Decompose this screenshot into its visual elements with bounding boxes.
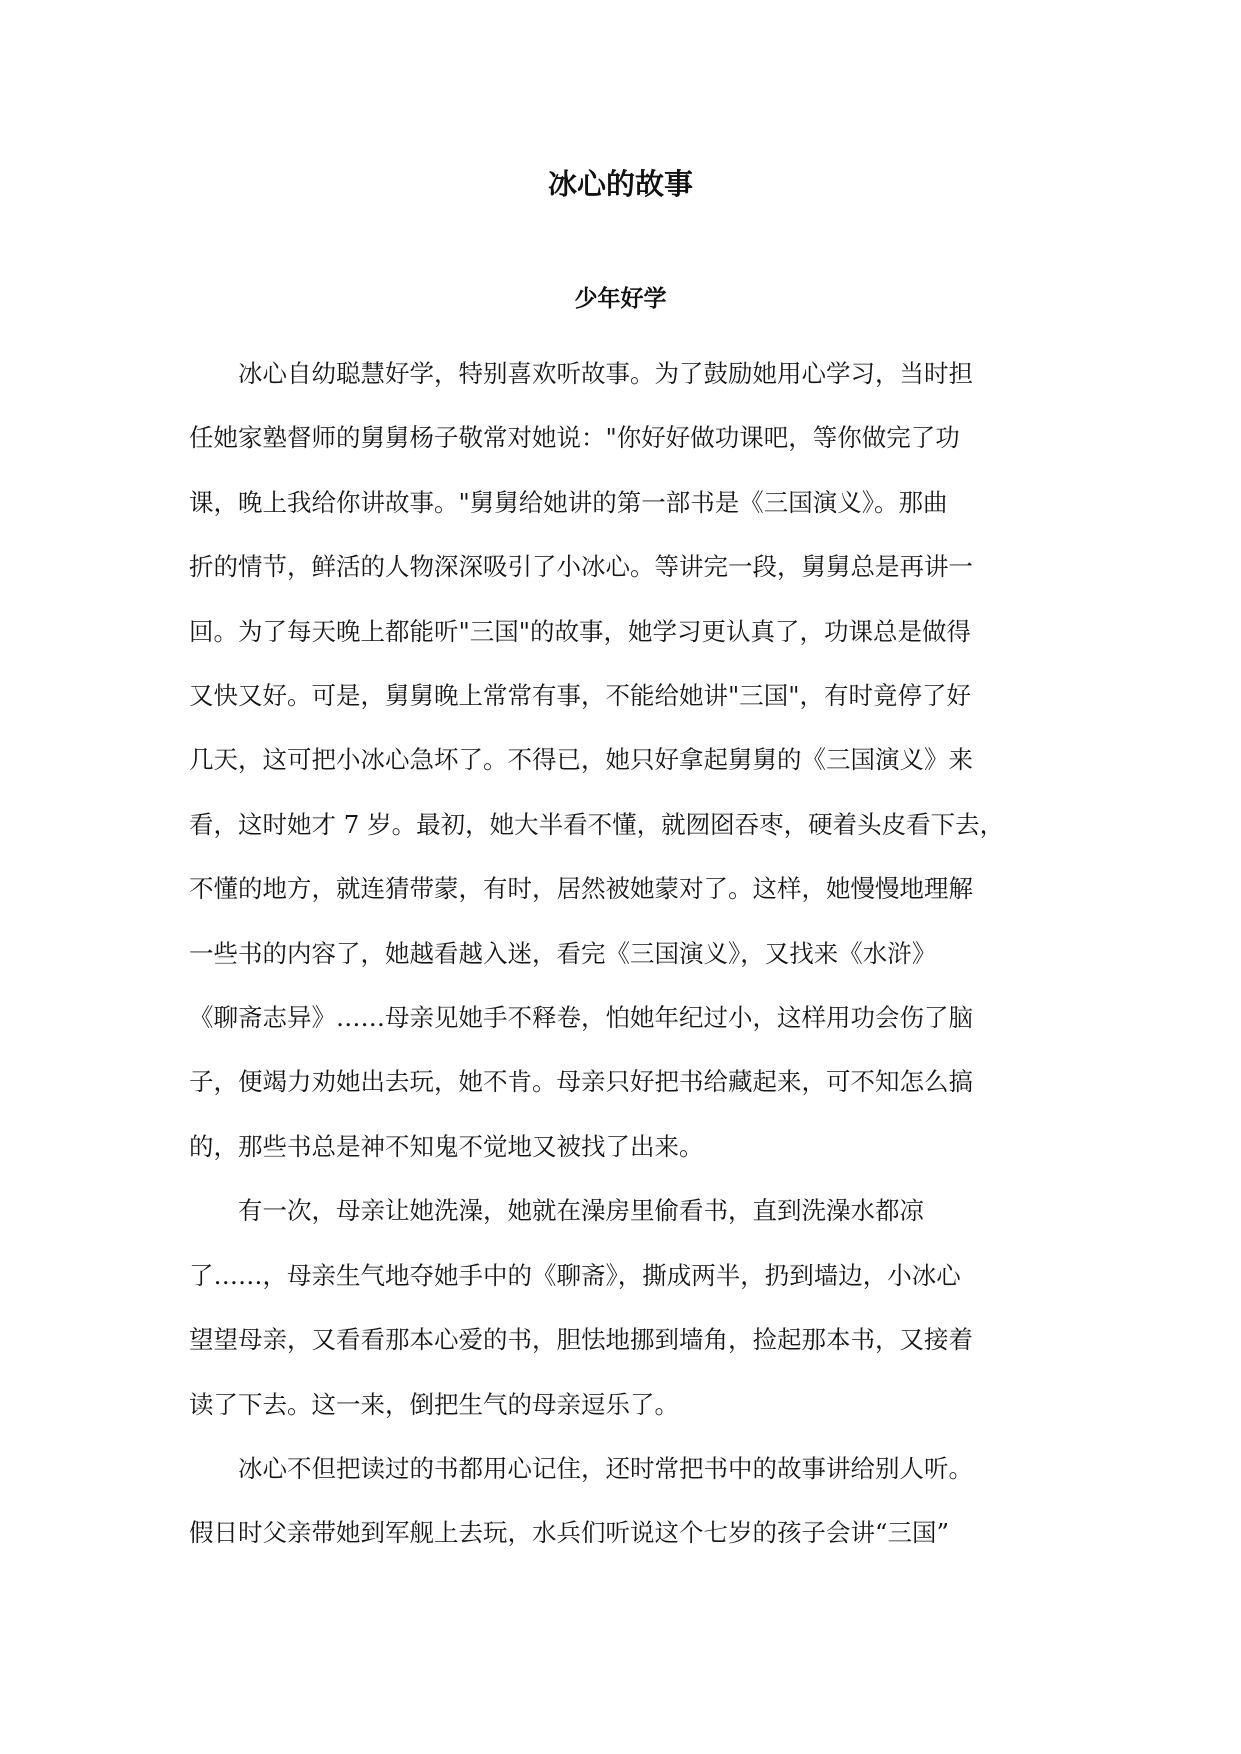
paragraph-3 xyxy=(189,1437,1052,1566)
document-body xyxy=(189,342,1052,1566)
text-line: 几天，这可把小冰心急坏了。不得已，她只好拿起舅舅的《三国演义》来 xyxy=(189,745,973,775)
document-title: 冰心的故事 xyxy=(547,167,693,201)
text-line: 了……，母亲生气地夺她手中的《聊斋》，撕成两半，扔到墙边，小冰心 xyxy=(189,1260,961,1290)
paragraph-2 xyxy=(189,1179,1052,1437)
text-line: 有一次，母亲让她洗澡，她就在澡房里偷看书，直到洗澡水都凉 xyxy=(238,1196,924,1226)
text-line: 一些书的内容了，她越看越入迷，看完《三国演义》，又找来《水浒》 xyxy=(189,938,937,968)
text-line: 任她家塾督师的舅舅杨子敬常对她说："你好好做功课吧，等你做完了功 xyxy=(189,423,960,453)
text-line: 又快又好。可是，舅舅晚上常常有事，不能给她讲"三国"，有时竟停了好 xyxy=(189,681,972,711)
text-line: 不懂的地方，就连猜带蒙，有时，居然被她蒙对了。这样，她慢慢地理解 xyxy=(189,874,973,904)
text-line: 读了下去。这一来，倒把生气的母亲逗乐了。 xyxy=(189,1389,679,1419)
text-line: 子，便竭力劝她出去玩，她不肯。母亲只好把书给藏起来，可不知怎么搞 xyxy=(189,1067,973,1097)
text-line: 冰心自幼聪慧好学，特别喜欢听故事。为了鼓励她用心学习，当时担 xyxy=(238,359,973,388)
text-line: 冰心不但把读过的书都用心记住，还时常把书中的故事讲给别人听。 xyxy=(238,1453,973,1483)
section-title: 少年好学 xyxy=(574,286,667,312)
text-line: 望望母亲，又看看那本心爱的书，胆怯地挪到墙角，捡起那本书，又接着 xyxy=(189,1325,973,1355)
paragraph-1 xyxy=(189,342,1052,1179)
text-line: 回。为了每天晚上都能听"三国"的故事，她学习更认真了，功课总是做得 xyxy=(189,616,972,646)
text-line: 课，晚上我给你讲故事。"舅舅给她讲的第一部书是《三国演义》。那曲 xyxy=(189,487,948,517)
text-line: 《聊斋志异》……母亲见她手不释卷，怕她年纪过小，这样用功会伤了脑 xyxy=(189,1003,973,1033)
text-line: 的，那些书总是神不知鬼不觉地又被找了出来。 xyxy=(189,1131,704,1161)
text-line: 看，这时她才 7 岁。最初，她大半看不懂，就囫囵吞枣，硬着头皮看下去， xyxy=(189,809,1005,839)
text-line: 假日时父亲带她到军舰上去玩，水兵们听说这个七岁的孩子会讲“三国” xyxy=(189,1518,950,1548)
text-line: 折的情节，鲜活的人物深深吸引了小冰心。等讲完一段，舅舅总是再讲一 xyxy=(189,552,973,582)
